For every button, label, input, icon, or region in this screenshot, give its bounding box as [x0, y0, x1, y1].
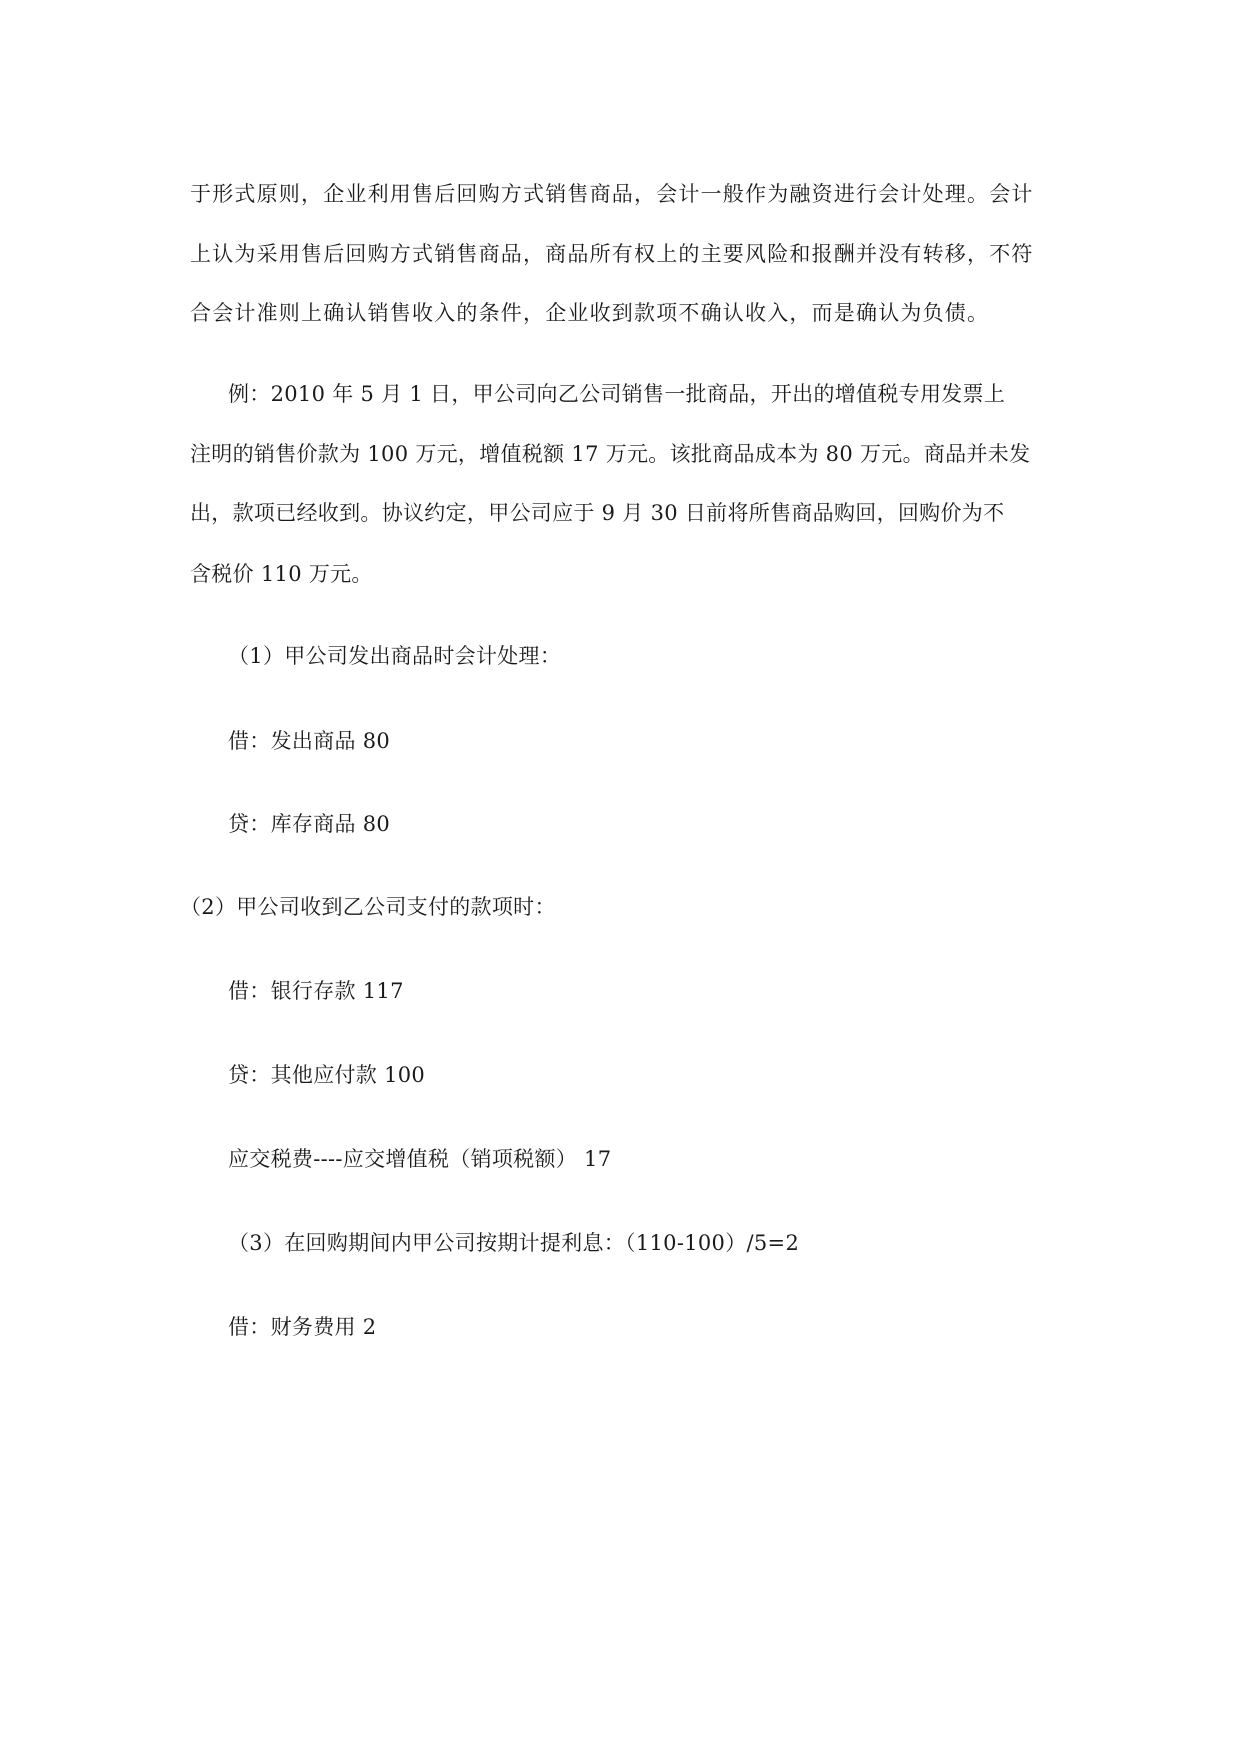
step-2-debit-entry: 借：银行存款 117 [228, 979, 404, 1003]
step-3-heading: （3）在回购期间内甲公司按期计提利息：（110-100）/5=2 [228, 1231, 800, 1255]
step-1-heading: （1）甲公司发出商品时会计处理： [228, 644, 562, 668]
step-2-credit-entry: 贷：其他应付款 100 [228, 1063, 426, 1087]
example-line-2: 注明的销售价款为 100 万元，增值税额 17 万元。该批商品成本为 80 万元。商品并未发 [190, 442, 1031, 466]
paragraph-1-line-2: 上认为采用售后回购方式销售商品，商品所有权上的主要风险和报酬并没有转移，不符 [190, 242, 1034, 266]
step-1-debit-entry: 借：发出商品 80 [228, 729, 391, 753]
step-3-debit-entry: 借：财务费用 2 [228, 1315, 377, 1339]
paragraph-1-line-1: 于形式原则，企业利用售后回购方式销售商品，会计一般作为融资进行会计处理。会计 [190, 182, 1034, 206]
example-line-3: 出，款项已经收到。协议约定，甲公司应于 9 月 30 日前将所售商品购回，回购价为不 [190, 501, 1005, 525]
step-2-heading: （2）甲公司收到乙公司支付的款项时： [180, 895, 556, 919]
paragraph-1-line-3: 合会计准则上确认销售收入的条件，企业收到款项不确认收入，而是确认为负债。 [190, 301, 990, 325]
example-line-1: 例：2010 年 5 月 1 日，甲公司向乙公司销售一批商品，开出的增值税专用发票上 [228, 382, 1006, 406]
step-2-credit-tax-entry: 应交税费----应交增值税（销项税额） 17 [228, 1147, 612, 1171]
step-1-credit-entry: 贷：库存商品 80 [228, 812, 391, 836]
example-line-4: 含税价 110 万元。 [190, 562, 373, 586]
